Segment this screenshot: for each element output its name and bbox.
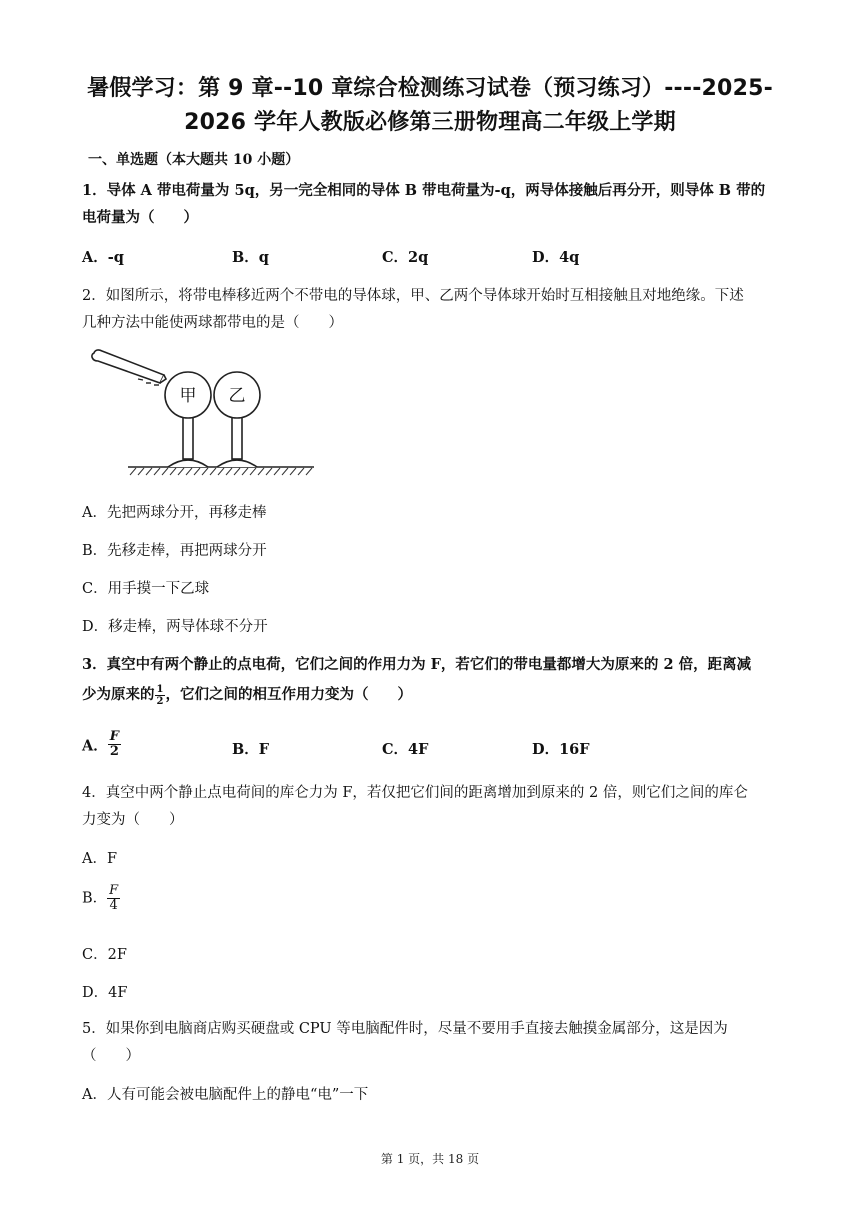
question-3-option-a[interactable]	[82, 730, 121, 760]
question-2-line-1: 2．如图所示，将带电棒移近两个不带电的导体球，甲、乙两个导体球开始时互相接触且对地绝缘。下述	[82, 288, 744, 304]
question-1-option-c[interactable]: C．2q	[382, 249, 429, 266]
title-line-2: 2026 学年人教版必修第三册物理高二年级上学期	[184, 110, 676, 135]
question-1-options	[82, 246, 782, 268]
question-1	[82, 177, 782, 231]
option-a-fraction	[108, 730, 121, 760]
question-1-option-d[interactable]: D．4q	[532, 249, 580, 266]
fraction-numerator: F	[109, 883, 119, 898]
sphere-yi-label: 乙	[228, 386, 246, 406]
question-1-option-b[interactable]: B．q	[232, 249, 269, 266]
question-3-line-2-post: ，它们之间的相互作用力变为（ ）	[165, 686, 412, 703]
section-heading: 一、单选题（本大题共 10 小题）	[88, 152, 300, 168]
question-1-line-2: 电荷量为（ ）	[82, 209, 198, 226]
page-footer: 第 1 页，共 18 页	[380, 1152, 480, 1166]
fraction-denominator: 4	[109, 898, 118, 914]
fraction-denominator: 2	[156, 695, 164, 707]
question-5	[82, 1016, 782, 1070]
fraction-numerator: F	[109, 729, 119, 744]
question-3-line-2	[82, 680, 782, 710]
question-3-option-b[interactable]: B．F	[232, 741, 270, 758]
title-line-1: 暑假学习：第 9 章--10 章综合检测练习试卷（预习练习）----2025-	[87, 76, 773, 101]
question-1-option-a[interactable]: A．-q	[82, 249, 124, 266]
question-4-line-2: 力变为（ ）	[82, 812, 184, 828]
question-3-line-2-pre: 少为原来的	[82, 686, 155, 703]
question-3-options	[82, 728, 782, 768]
question-2	[82, 283, 782, 337]
question-2-option-a[interactable]: A．先把两球分开，再移走棒	[82, 505, 267, 521]
ground	[128, 467, 314, 475]
question-2-option-c[interactable]: C．用手摸一下乙球	[82, 581, 210, 597]
question-1-line-1: 1．导体 A 带电荷量为 5q，另一完全相同的导体 B 带电荷量为-q，两导体接触后再分开，则导体 B 带的	[82, 182, 766, 199]
sphere-yi	[214, 372, 260, 467]
question-2-option-d[interactable]: D．移走棒，两导体球不分开	[82, 619, 268, 635]
question-5-option-a[interactable]: A．人有可能会被电脑配件上的静电“电”一下	[82, 1087, 369, 1103]
question-5-line-2: （ ）	[82, 1048, 140, 1064]
charged-rod	[92, 350, 166, 383]
question-3-line-1: 3．真空中有两个静止的点电荷，它们之间的作用力为 F，若它们的带电量都增大为原来的 2 倍，距离减	[82, 656, 752, 673]
question-4-option-c[interactable]: C．2F	[82, 947, 127, 963]
question-4-line-1: 4．真空中两个静止点电荷间的库仑力为 F，若仅把它们间的距离增加到原来的 2 倍，则它们之间的库仑	[82, 785, 748, 801]
question-3-option-c[interactable]: C．4F	[382, 741, 429, 758]
question-3-fraction	[155, 684, 166, 707]
option-a-label: A．	[82, 737, 108, 755]
question-4	[82, 780, 782, 834]
document-title	[60, 72, 800, 140]
question-5-line-1: 5．如果你到电脑商店购买硬盘或 CPU 等电脑配件时，尽量不要用手直接去触摸金属部分，这是因为	[82, 1021, 728, 1037]
question-4-option-b[interactable]	[82, 884, 782, 914]
sphere-jia	[165, 372, 211, 467]
fraction-numerator: 1	[156, 683, 164, 695]
question-3-option-d[interactable]: D．16F	[532, 741, 590, 758]
question-4-option-d[interactable]: D．4F	[82, 985, 128, 1001]
question-2-option-b[interactable]: B．先移走棒，再把两球分开	[82, 543, 267, 559]
question-3	[82, 650, 782, 710]
option-b-label: B．	[82, 890, 108, 907]
option-b-fraction	[107, 884, 120, 914]
sphere-jia-label: 甲	[179, 386, 197, 406]
question-4-option-a[interactable]: A．F	[82, 851, 118, 867]
question-2-line-2: 几种方法中能使两球都带电的是（ ）	[82, 315, 343, 331]
charged-rod-figure	[88, 343, 320, 483]
fraction-denominator: 2	[109, 744, 119, 760]
